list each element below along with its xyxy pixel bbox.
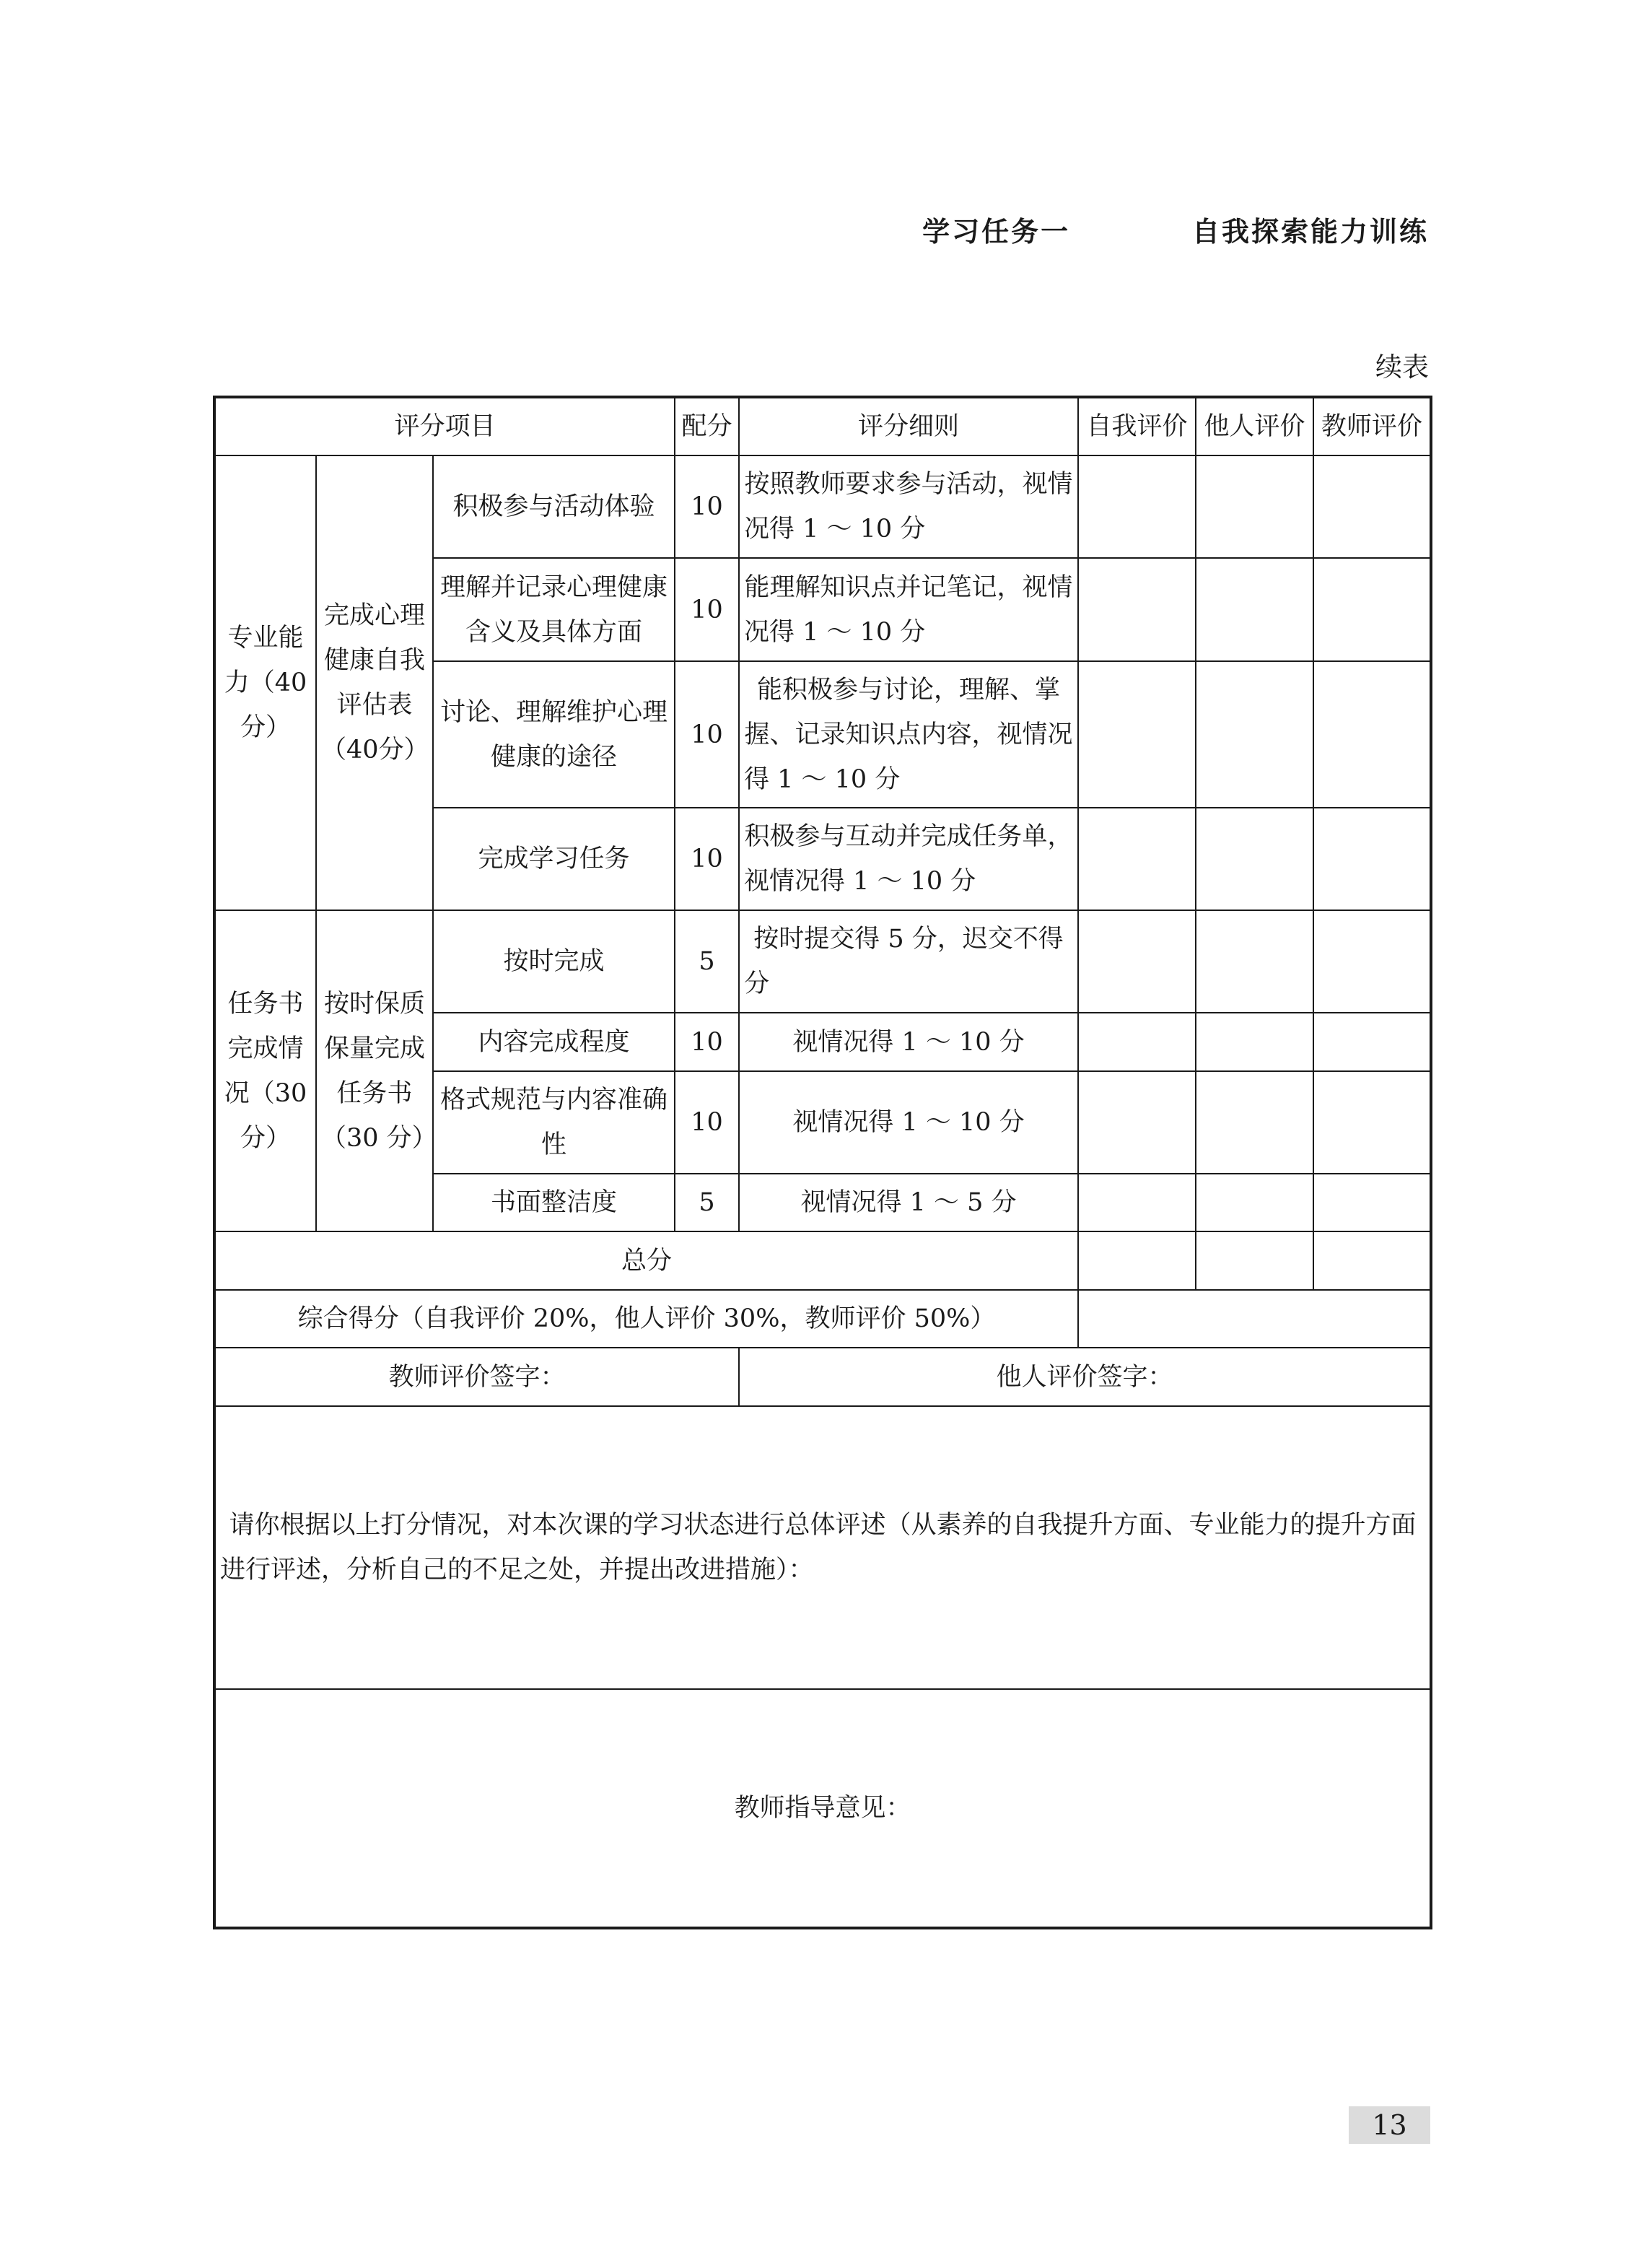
score-cell: 5 bbox=[675, 1174, 739, 1231]
item-cell: 理解并记录心理健康含义及具体方面 bbox=[433, 558, 675, 661]
item-cell: 按时完成 bbox=[433, 910, 675, 1013]
peer-score-cell[interactable] bbox=[1196, 455, 1313, 558]
category-cell: 专业能力（40分） bbox=[214, 455, 316, 910]
self-score-cell[interactable] bbox=[1078, 455, 1196, 558]
peer-score-cell[interactable] bbox=[1196, 1174, 1313, 1231]
teacher-score-cell[interactable] bbox=[1313, 661, 1431, 808]
score-cell: 10 bbox=[675, 661, 739, 808]
item-cell: 内容完成程度 bbox=[433, 1013, 675, 1071]
rule-cell: 视情况得 1 ～ 10 分 bbox=[739, 1071, 1078, 1174]
teacher-score-cell[interactable] bbox=[1313, 1174, 1431, 1231]
header-score: 配分 bbox=[675, 397, 739, 455]
self-score-cell[interactable] bbox=[1078, 1071, 1196, 1174]
score-cell: 10 bbox=[675, 1071, 739, 1174]
total-label: 总分 bbox=[214, 1231, 1078, 1290]
self-score-cell[interactable] bbox=[1078, 661, 1196, 808]
item-cell: 完成学习任务 bbox=[433, 808, 675, 910]
peer-score-cell[interactable] bbox=[1196, 661, 1313, 808]
score-cell: 10 bbox=[675, 808, 739, 910]
peer-score-cell[interactable] bbox=[1196, 1071, 1313, 1174]
evaluation-table bbox=[213, 396, 1432, 1929]
category-cell: 任务书完成情况（30分） bbox=[214, 910, 316, 1231]
item-cell: 讨论、理解维护心理健康的途径 bbox=[433, 661, 675, 808]
total-row bbox=[214, 1231, 1431, 1290]
rule-cell: 能理解知识点并记笔记，视情况得 1 ～ 10 分 bbox=[739, 558, 1078, 661]
rule-cell: 视情况得 1 ～ 10 分 bbox=[739, 1013, 1078, 1071]
total-self-cell[interactable] bbox=[1078, 1231, 1196, 1290]
page-number: 13 bbox=[1349, 2106, 1430, 2144]
teacher-score-cell[interactable] bbox=[1313, 455, 1431, 558]
rule-cell: 按照教师要求参与活动，视情况得 1 ～ 10 分 bbox=[739, 455, 1078, 558]
peer-score-cell[interactable] bbox=[1196, 558, 1313, 661]
teacher-score-cell[interactable] bbox=[1313, 558, 1431, 661]
summary-row bbox=[214, 1406, 1431, 1689]
header-teacher: 教师评价 bbox=[1313, 397, 1431, 455]
header-rule: 评分细则 bbox=[739, 397, 1078, 455]
table-row bbox=[214, 455, 1431, 558]
peer-score-cell[interactable] bbox=[1196, 1013, 1313, 1071]
item-cell: 书面整洁度 bbox=[433, 1174, 675, 1231]
summary-cell[interactable]: 请你根据以上打分情况，对本次课的学习状态进行总体评述（从素养的自我提升方面、专业能力的提升方面进行评述，分析自己的不足之处，并提出改进措施）： bbox=[214, 1406, 1431, 1689]
peer-signature-cell[interactable]: 他人评价签字： bbox=[739, 1348, 1431, 1406]
rule-cell: 视情况得 1 ～ 5 分 bbox=[739, 1174, 1078, 1231]
score-cell: 10 bbox=[675, 558, 739, 661]
teacher-signature-cell[interactable]: 教师评价签字： bbox=[214, 1348, 739, 1406]
score-cell: 5 bbox=[675, 910, 739, 1013]
teacher-guidance-cell[interactable]: 教师指导意见： bbox=[214, 1689, 1431, 1928]
subcategory-cell: 按时保质保量完成任务书（30 分） bbox=[316, 910, 433, 1231]
composite-label: 综合得分（自我评价 20%，他人评价 30%，教师评价 50%） bbox=[214, 1290, 1078, 1348]
subcategory-cell: 完成心理健康自我评估表（40分） bbox=[316, 455, 433, 910]
teacher-score-cell[interactable] bbox=[1313, 1071, 1431, 1174]
composite-score-cell[interactable] bbox=[1078, 1290, 1431, 1348]
self-score-cell[interactable] bbox=[1078, 1174, 1196, 1231]
teacher-score-cell[interactable] bbox=[1313, 808, 1431, 910]
teacher-score-cell[interactable] bbox=[1313, 910, 1431, 1013]
table-row bbox=[214, 910, 1431, 1013]
header-row bbox=[214, 397, 1431, 455]
rule-cell: 积极参与互动并完成任务单，视情况得 1 ～ 10 分 bbox=[739, 808, 1078, 910]
item-cell: 积极参与活动体验 bbox=[433, 455, 675, 558]
teacher-score-cell[interactable] bbox=[1313, 1013, 1431, 1071]
self-score-cell[interactable] bbox=[1078, 1013, 1196, 1071]
rule-cell: 能积极参与讨论，理解、掌握、记录知识点内容，视情况得 1 ～ 10 分 bbox=[739, 661, 1078, 808]
composite-row bbox=[214, 1290, 1431, 1348]
header-peer: 他人评价 bbox=[1196, 397, 1313, 455]
score-cell: 10 bbox=[675, 455, 739, 558]
peer-score-cell[interactable] bbox=[1196, 910, 1313, 1013]
header-self: 自我评价 bbox=[1078, 397, 1196, 455]
self-score-cell[interactable] bbox=[1078, 558, 1196, 661]
header-item: 评分项目 bbox=[214, 397, 675, 455]
item-cell: 格式规范与内容准确性 bbox=[433, 1071, 675, 1174]
guidance-row bbox=[214, 1689, 1431, 1928]
peer-score-cell[interactable] bbox=[1196, 808, 1313, 910]
rule-cell: 按时提交得 5 分，迟交不得分 bbox=[739, 910, 1078, 1013]
total-peer-cell[interactable] bbox=[1196, 1231, 1313, 1290]
self-score-cell[interactable] bbox=[1078, 808, 1196, 910]
page-header-title: 学习任务一 自我探索能力训练 bbox=[922, 216, 1429, 248]
total-teacher-cell[interactable] bbox=[1313, 1231, 1431, 1290]
self-score-cell[interactable] bbox=[1078, 910, 1196, 1013]
score-cell: 10 bbox=[675, 1013, 739, 1071]
signature-row bbox=[214, 1348, 1431, 1406]
continued-table-label: 续表 bbox=[1375, 352, 1429, 383]
